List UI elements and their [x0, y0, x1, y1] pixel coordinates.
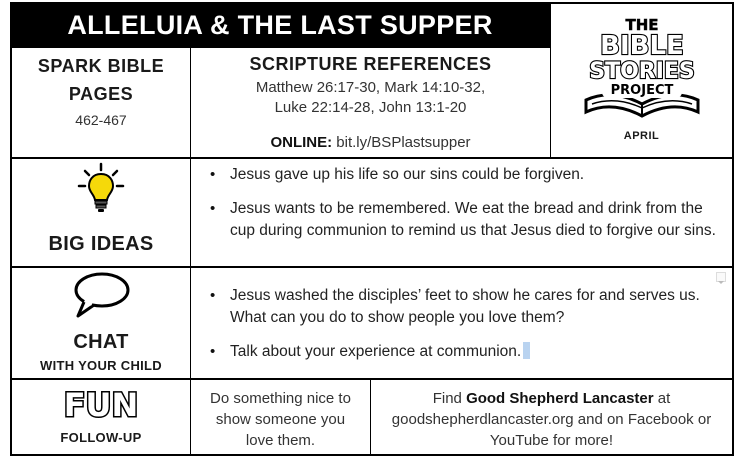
scripture-title: SCRIPTURE REFERENCES [249, 54, 492, 74]
lightbulb-icon [77, 162, 125, 219]
find-prefix: Find [432, 390, 467, 407]
fun-activity-cell [191, 388, 370, 454]
spark-label-2: PAGES [68, 84, 134, 104]
fun-label-cell [12, 382, 190, 454]
scripture-cell [191, 48, 550, 157]
fun-label: FOLLOW-UP [60, 430, 142, 445]
spark-pages-cell [12, 52, 190, 157]
scripture-line: Luke 22:14-28, John 13:1-20 [274, 99, 467, 116]
big-ideas-label: BIG IDEAS [48, 233, 154, 255]
fun-activity: Do something nice to show someone you love them. [210, 390, 351, 449]
list-item: • Jesus gave up his life so our sins could be forgiven. [204, 164, 724, 186]
list-item [204, 341, 714, 363]
text-cursor [523, 342, 530, 359]
border-right [732, 2, 734, 456]
church-name: Good Shepherd Lancaster [466, 390, 654, 407]
chat-label: CHAT [73, 331, 129, 353]
dropdown-arrow-icon[interactable] [716, 272, 726, 282]
border-bottom [10, 454, 734, 456]
list-item-text: Talk about your experience at communion. [230, 343, 522, 360]
find-us-text [381, 388, 722, 451]
divider-header [10, 157, 734, 159]
online-label: ONLINE: [270, 134, 333, 151]
list-item: • Jesus washed the disciples’ feet to show he cares for and serves us. What can you do to show people you love them? [204, 285, 714, 329]
logo-text: STORIES [588, 59, 695, 84]
divider-chat [10, 378, 734, 380]
spark-pages-value: 462-467 [75, 112, 127, 128]
speech-bubble-icon [70, 272, 132, 323]
spark-label-1: SPARK BIBLE [37, 56, 165, 76]
chat-sublabel: WITH YOUR CHILD [40, 358, 162, 373]
fun-logo [58, 382, 144, 426]
month-label: APRIL [623, 130, 660, 142]
page-sheet [10, 2, 734, 457]
online-row [270, 134, 470, 151]
find-suffix: at goodshepherdlancaster.org and on Facebook or YouTube for more! [391, 390, 712, 449]
logo-cell [551, 8, 732, 157]
online-link[interactable]: bit.ly/BSPlastsupper [336, 134, 471, 151]
find-us-cell [371, 388, 732, 454]
logo-text: PROJECT [610, 83, 673, 98]
page-title: ALLELUIA & THE LAST SUPPER [10, 2, 550, 48]
border-top [10, 2, 734, 4]
divider-bigideas [10, 266, 734, 268]
logo-text: THE [624, 16, 659, 34]
logo-text: BIBLE [599, 31, 684, 61]
bible-stories-project-logo [572, 8, 712, 126]
big-ideas-label-cell [12, 162, 190, 266]
scripture-line: Matthew 26:17-30, Mark 14:10-32, [255, 79, 486, 96]
big-ideas-list [204, 164, 724, 242]
fun-logo-text: FUN [63, 386, 139, 424]
list-item: • Jesus wants to be remembered. We eat the bread and drink from the cup during communion to remind us that Jesus died to forgive our sins. [204, 198, 724, 242]
chat-label-cell [12, 272, 190, 378]
chat-list [204, 285, 714, 363]
